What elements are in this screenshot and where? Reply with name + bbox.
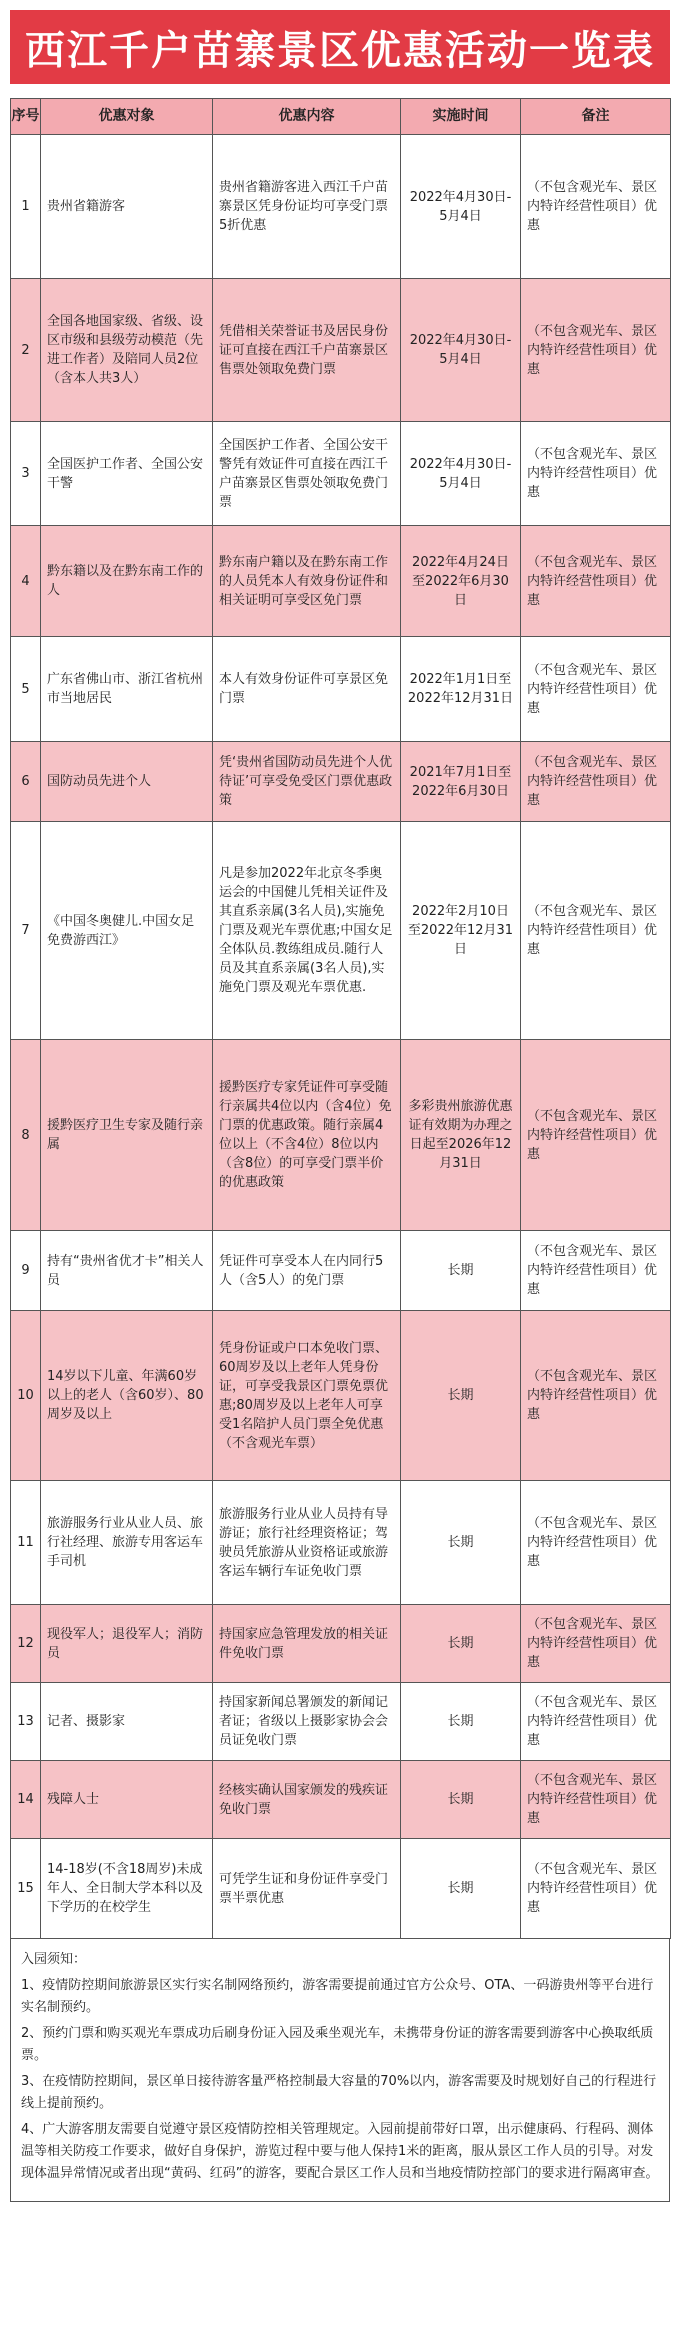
cell-target: 广东省佛山市、浙江省杭州市当地居民 — [41, 637, 213, 742]
cell-no: 7 — [11, 822, 41, 1040]
cell-note: （不包含观光车、景区内特许经营性项目）优惠 — [521, 742, 671, 822]
cell-note: （不包含观光车、景区内特许经营性项目）优惠 — [521, 1761, 671, 1839]
cell-no: 3 — [11, 422, 41, 526]
cell-note: （不包含观光车、景区内特许经营性项目）优惠 — [521, 822, 671, 1040]
cell-no: 1 — [11, 135, 41, 279]
table-row — [11, 822, 671, 1040]
discount-table — [10, 98, 671, 1939]
cell-target: 国防动员先进个人 — [41, 742, 213, 822]
cell-no: 11 — [11, 1481, 41, 1605]
cell-target: 持有“贵州省优才卡”相关人员 — [41, 1231, 213, 1311]
cell-note: （不包含观光车、景区内特许经营性项目）优惠 — [521, 1481, 671, 1605]
cell-time: 多彩贵州旅游优惠证有效期为办理之日起至2026年12月31日 — [401, 1040, 521, 1231]
cell-time: 长期 — [401, 1605, 521, 1683]
table-row — [11, 1481, 671, 1605]
cell-note: （不包含观光车、景区内特许经营性项目）优惠 — [521, 1040, 671, 1231]
cell-target: 残障人士 — [41, 1761, 213, 1839]
cell-time: 长期 — [401, 1683, 521, 1761]
cell-time: 长期 — [401, 1839, 521, 1939]
cell-target: 全国各地国家级、省级、设区市级和县级劳动模范（先进工作者）及陪同人员2位（含本人共3人） — [41, 279, 213, 422]
cell-content: 贵州省籍游客进入西江千户苗寨景区凭身份证均可享受门票5折优惠 — [213, 135, 401, 279]
cell-note: （不包含观光车、景区内特许经营性项目）优惠 — [521, 1231, 671, 1311]
cell-note: （不包含观光车、景区内特许经营性项目）优惠 — [521, 1683, 671, 1761]
table-row — [11, 1683, 671, 1761]
cell-time: 2022年4月30日-5月4日 — [401, 279, 521, 422]
cell-target: 现役军人；退役军人；消防员 — [41, 1605, 213, 1683]
cell-time: 长期 — [401, 1231, 521, 1311]
cell-target: 全国医护工作者、全国公安干警 — [41, 422, 213, 526]
table-header-row — [11, 99, 671, 135]
cell-no: 12 — [11, 1605, 41, 1683]
cell-no: 15 — [11, 1839, 41, 1939]
notes-item: 4、广大游客朋友需要自觉遵守景区疫情防控相关管理规定。入园前提前带好口罩，出示健康码、行程码、测体温等相关防疫工作要求，做好自身保护，游览过程中要与他人保持1米的距离，服从景区工作人员的引导。对发现体温异常情况或者出现“黄码、红码”的游客，要配合景区工作人员和当地疫情防控部门的要求进行隔离审查。 — [21, 2122, 659, 2181]
cell-no: 6 — [11, 742, 41, 822]
cell-no: 14 — [11, 1761, 41, 1839]
table-row — [11, 1761, 671, 1839]
table-row — [11, 1311, 671, 1481]
cell-content: 凭借相关荣誉证书及居民身份证可直接在西江千户苗寨景区售票处领取免费门票 — [213, 279, 401, 422]
cell-content: 经核实确认国家颁发的残疾证免收门票 — [213, 1761, 401, 1839]
cell-time: 2022年1月1日至2022年12月31日 — [401, 637, 521, 742]
cell-time: 长期 — [401, 1481, 521, 1605]
notes-item: 2、预约门票和购买观光车票成功后刷身份证入园及乘坐观光车，未携带身份证的游客需要到游客中心换取纸质票。 — [21, 2026, 654, 2063]
cell-no: 4 — [11, 526, 41, 637]
header-content: 优惠内容 — [213, 99, 401, 135]
table-row — [11, 1040, 671, 1231]
cell-note: （不包含观光车、景区内特许经营性项目）优惠 — [521, 1839, 671, 1939]
table-row — [11, 1839, 671, 1939]
cell-time: 2022年4月30日-5月4日 — [401, 135, 521, 279]
table-row — [11, 1231, 671, 1311]
cell-content: 持国家应急管理发放的相关证件免收门票 — [213, 1605, 401, 1683]
header-time: 实施时间 — [401, 99, 521, 135]
cell-target: 《中国冬奥健儿.中国女足免费游西江》 — [41, 822, 213, 1040]
header-note: 备注 — [521, 99, 671, 135]
cell-content: 持国家新闻总署颁发的新闻记者证；省级以上摄影家协会会员证免收门票 — [213, 1683, 401, 1761]
cell-content: 援黔医疗专家凭证件可享受随行亲属共4位以内（含4位）免门票的优惠政策。随行亲属4位以上（不含4位）8位以内（含8位）的可享受门票半价的优惠政策 — [213, 1040, 401, 1231]
cell-no: 8 — [11, 1040, 41, 1231]
cell-content: 凡是参加2022年北京冬季奥运会的中国健儿凭相关证件及其直系亲属(3名人员),实施免门票及观光车票优惠;中国女足全体队员.教练组成员.随行人员及其直系亲属(3名人员),实施免门票及观光车票优惠. — [213, 822, 401, 1040]
cell-time: 2022年4月30日-5月4日 — [401, 422, 521, 526]
cell-content: 凭身份证或户口本免收门票、60周岁及以上老年人凭身份证，可享受我景区门票免票优惠;80周岁及以上老年人可享受1名陪护人员门票全免优惠（不含观光车票） — [213, 1311, 401, 1481]
notes-heading: 入园须知： — [21, 1952, 87, 1967]
entry-notes — [10, 1939, 670, 2202]
cell-target: 黔东籍以及在黔东南工作的人 — [41, 526, 213, 637]
cell-target: 旅游服务行业从业人员、旅行社经理、旅游专用客运车手司机 — [41, 1481, 213, 1605]
page-title: 西江千户苗寨景区优惠活动一览表 — [10, 10, 670, 84]
cell-target: 援黔医疗卫生专家及随行亲属 — [41, 1040, 213, 1231]
cell-time: 长期 — [401, 1311, 521, 1481]
cell-content: 全国医护工作者、全国公安干警凭有效证件可直接在西江千户苗寨景区售票处领取免费门票 — [213, 422, 401, 526]
cell-no: 10 — [11, 1311, 41, 1481]
cell-content: 黔东南户籍以及在黔东南工作的人员凭本人有效身份证件和相关证明可享受区免门票 — [213, 526, 401, 637]
cell-time: 2022年2月10日至2022年12月31日 — [401, 822, 521, 1040]
cell-target: 14-18岁(不含18周岁)未成年人、全日制大学本科以及下学历的在校学生 — [41, 1839, 213, 1939]
cell-note: （不包含观光车、景区内特许经营性项目）优惠 — [521, 1311, 671, 1481]
table-row — [11, 742, 671, 822]
table-row — [11, 637, 671, 742]
cell-note: （不包含观光车、景区内特许经营性项目）优惠 — [521, 637, 671, 742]
cell-content: 凭‘贵州省国防动员先进个人优待证’可享受免受区门票优惠政策 — [213, 742, 401, 822]
table-row — [11, 135, 671, 279]
cell-target: 贵州省籍游客 — [41, 135, 213, 279]
cell-note: （不包含观光车、景区内特许经营性项目）优惠 — [521, 1605, 671, 1683]
table-row — [11, 422, 671, 526]
cell-note: （不包含观光车、景区内特许经营性项目）优惠 — [521, 422, 671, 526]
cell-no: 5 — [11, 637, 41, 742]
notes-item: 1、疫情防控期间旅游景区实行实名制网络预约，游客需要提前通过官方公众号、OTA、一码游贵州等平台进行实名制预约。 — [21, 1978, 654, 2015]
table-body — [11, 135, 671, 1939]
cell-time: 2022年4月24日至2022年6月30日 — [401, 526, 521, 637]
table-row — [11, 526, 671, 637]
cell-target: 记者、摄影家 — [41, 1683, 213, 1761]
cell-content: 可凭学生证和身份证件享受门票半票优惠 — [213, 1839, 401, 1939]
cell-target: 14岁以下儿童、年满60岁以上的老人（含60岁）、80周岁及以上 — [41, 1311, 213, 1481]
cell-time: 2021年7月1日至2022年6月30日 — [401, 742, 521, 822]
cell-note: （不包含观光车、景区内特许经营性项目）优惠 — [521, 526, 671, 637]
cell-content: 本人有效身份证件可享景区免门票 — [213, 637, 401, 742]
cell-note: （不包含观光车、景区内特许经营性项目）优惠 — [521, 135, 671, 279]
cell-no: 13 — [11, 1683, 41, 1761]
table-row — [11, 279, 671, 422]
cell-no: 2 — [11, 279, 41, 422]
notes-item: 3、在疫情防控期间，景区单日接待游客量严格控制最大容量的70%以内，游客需要及时规划好自己的行程进行线上提前预约。 — [21, 2074, 657, 2111]
cell-note: （不包含观光车、景区内特许经营性项目）优惠 — [521, 279, 671, 422]
table-row — [11, 1605, 671, 1683]
cell-content: 凭证件可享受本人在内同行5人（含5人）的免门票 — [213, 1231, 401, 1311]
header-no: 序号 — [11, 99, 41, 135]
cell-content: 旅游服务行业从业人员持有导游证；旅行社经理资格证；驾驶员凭旅游从业资格证或旅游客运车辆行车证免收门票 — [213, 1481, 401, 1605]
cell-no: 9 — [11, 1231, 41, 1311]
header-target: 优惠对象 — [41, 99, 213, 135]
cell-time: 长期 — [401, 1761, 521, 1839]
